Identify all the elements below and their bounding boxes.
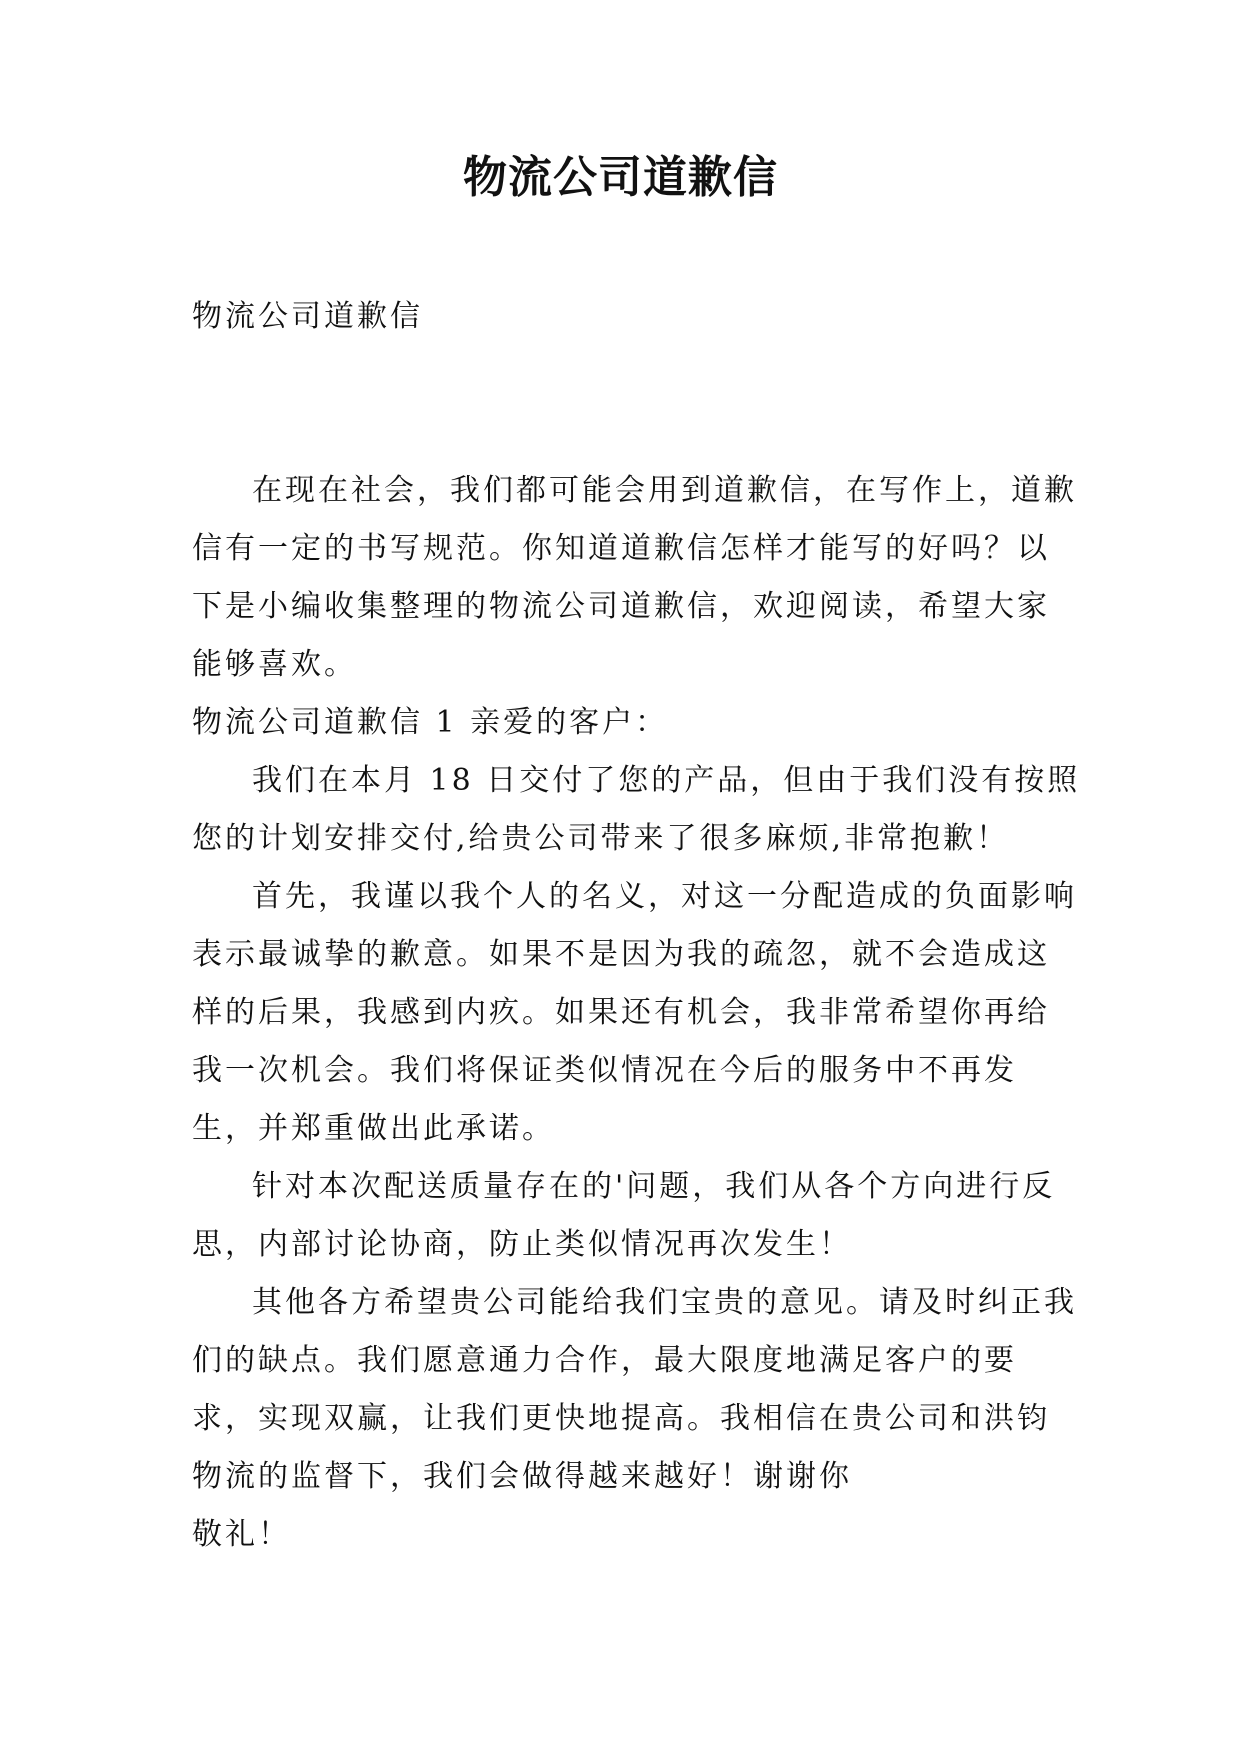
reflection-paragraph: 针对本次配送质量存在的'问题，我们从各个方向进行反思，内部讨论协商，防止类似情况再次发生！ [192, 1169, 1056, 1262]
document-title: 物流公司道歉信 [463, 152, 778, 203]
feedback-paragraph: 其他各方希望贵公司能给我们宝贵的意见。请及时纠正我们的缺点。我们愿意通力合作，最大限度地满足客户的要求，实现双赢，让我们更快地提高。我相信在贵公司和洪钧物流的监督下，我们会做得越来越好！谢谢你 [192, 1285, 1077, 1494]
document-subtitle: 物流公司道歉信 [192, 299, 423, 334]
apology-paragraph: 首先，我谨以我个人的名义，对这一分配造成的负面影响表示最诚挚的歉意。如果不是因为我的疏忽，就不会造成这样的后果，我感到内疚。如果还有机会，我非常希望你再给我一次机会。我们将保证类似情况在今后的服务中不再发生，并郑重做出此承诺。 [192, 879, 1077, 1146]
intro-paragraph: 在现在社会，我们都可能会用到道歉信，在写作上，道歉信有一定的书写规范。你知道道歉信怎样才能写的好吗？以下是小编收集整理的物流公司道歉信，欢迎阅读，希望大家能够喜欢。 [192, 473, 1077, 682]
delivery-paragraph: 我们在本月 18 日交付了您的产品，但由于我们没有按照您的计划安排交付,给贵公司带来了很多麻烦,非常抱歉！ [192, 763, 1081, 856]
letter-heading-paragraph: 物流公司道歉信 1 亲爱的客户： [192, 705, 669, 740]
document-body [192, 462, 1082, 1564]
closing-paragraph: 敬礼！ [192, 1517, 291, 1552]
